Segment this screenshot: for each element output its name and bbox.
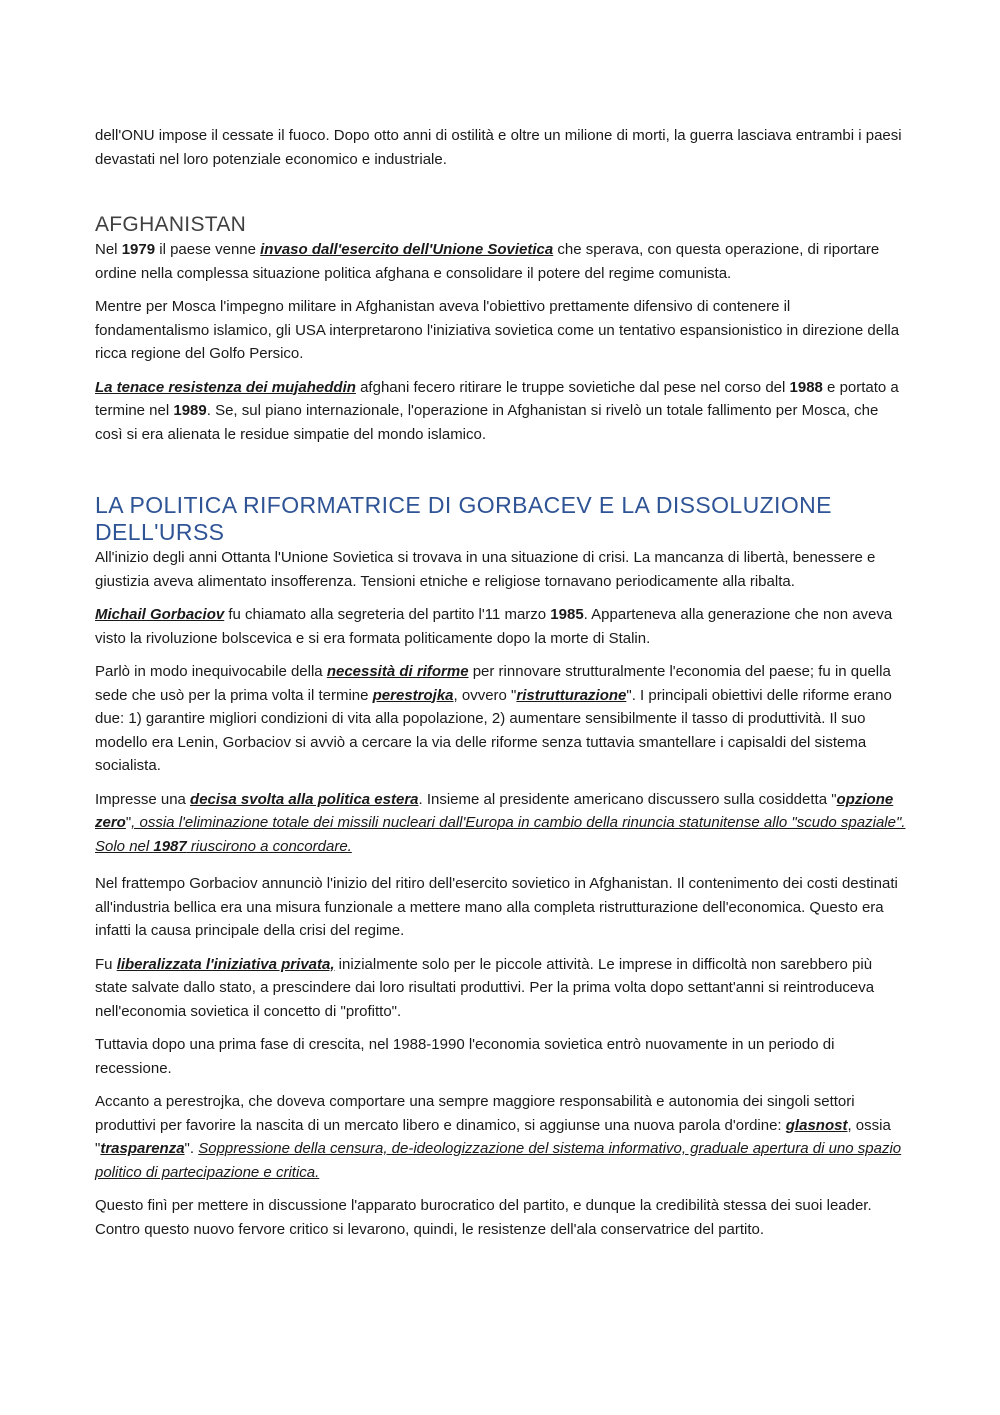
emphasis-perestrojka: perestrojka (372, 686, 454, 704)
gorbacev-paragraph-1: All'inizio degli anni Ottanta l'Unione Sovietica si trovava in una situazione di crisi. La mancanza di libertà, benessere e giustizia aveva alimentato insofferenza. Tensioni etniche e religiose tornavano periodicamente alla ribalta. (95, 549, 876, 590)
emphasis-mujaheddin: La tenace resistenza dei mujaheddin (95, 378, 356, 396)
emphasis-gorbaciov: Michail Gorbaciov (95, 606, 225, 623)
afghanistan-paragraph-3: La tenace resistenza dei mujaheddin afghani fecero ritirare le truppe sovietiche dal pese nel corso del 1988 e portato a termine nel 1989. Se, sul piano internazionale, l'operazione in Afghanistan si rivelò un totale fallimento per Mosca, che così si era alienata le residue simpatie del mondo islamico. (95, 378, 899, 443)
gorbacev-paragraph-2: Michail Gorbaciov fu chiamato alla segreteria del partito l'11 marzo 1985. Apparteneva alla generazione che non aveva visto la rivoluzione bolscevica e si era formata politicamente dopo la morte di Stalin. (95, 606, 893, 647)
emphasis-riforme: necessità di riforme (326, 663, 469, 680)
gorbacev-paragraph-4: Impresse una decisa svolta alla politica estera. Insieme al presidente americano discussero sulla cosiddetta "opzione zero", ossia l'eliminazione totale dei missili nucleari dall'Europa in cambio della rinuncia statunitense allo "scudo spaziale". Solo nel 1987 riuscirono a concordare. (95, 790, 906, 855)
gorbacev-paragraph-9: Questo finì per mettere in discussione l'apparato burocratico del partito, e dunque la credibilità stessa dei suoi leader. Contro questo nuovo fervore critico si levarono, quindi, le resistenze dell'ala conservatrice del partito. (95, 1197, 872, 1238)
emphasis-trasparenza: trasparenza (100, 1140, 185, 1157)
emphasis-opzione-zero: opzione zero (95, 790, 894, 831)
emphasis-liberalizzata: liberalizzata l'iniziativa privata, (116, 955, 335, 973)
heading-gorbacev: LA POLITICA RIFORMATRICE DI GORBACEV E LA DISSOLUZIONE DELL'URSS (95, 492, 832, 545)
heading-afghanistan: AFGHANISTAN (95, 213, 247, 236)
emphasis-politica-estera: decisa svolta alla politica estera (190, 790, 419, 808)
afghanistan-paragraph-1: Nel 1979 il paese venne invaso dall'esercito dell'Unione Sovietica che sperava, con questa operazione, di riportare ordine nella complessa situazione politica afghana e consolidare il potere del regime comunista. (95, 241, 880, 282)
afghanistan-paragraph-2: Mentre per Mosca l'impegno militare in Afghanistan aveva l'obiettivo prettamente difensivo di contenere il fondamentalismo islamico, gli USA interpretarono l'iniziativa sovietica come un tentativo espansionistico in direzione della ricca regione del Golfo Persico. (95, 298, 900, 362)
gorbacev-paragraph-6: Fu liberalizzata l'iniziativa privata, inizialmente solo per le piccole attività. Le imprese in difficoltà non sarebbero più state salvate dallo stato, a prescindere dai loro risultati produttivi. Per la prima volta dopo settant'anni si reintroduceva nell'economia sovietica il concetto di "profitto". (95, 955, 875, 1020)
emphasis-glasnost: glasnost (785, 1116, 848, 1134)
gorbacev-paragraph-8: Accanto a perestrojka, che doveva comportare una sempre maggiore responsabilità e autonomia dei singoli settori produttivi per favorire la nascita di un mercato libero e dinamico, si aggiunse una nuova parola d'ordine: glasnost, ossia "trasparenza". Soppressione della censura, de-ideologizzazione del sistema informativo, graduale apertura di uno spazio politico di partecipazione e critica. (95, 1093, 902, 1181)
gorbacev-paragraph-3: Parlò in modo inequivocabile della necessità di riforme per rinnovare strutturalmente l'economia del paese; fu in quella sede che usò per la prima volta il termine perestrojka, ovvero "ristrutturazione". I principali obiettivi delle riforme erano due: 1) garantire migliori condizioni di vita alla popolazione, 2) aumentare sensibilmente il tasso di produttività. Il suo modello era Lenin, Gorbaciov si avviò a cercare la via delle riforme senza tuttavia smantellare i capisaldi del sistema socialista. (95, 663, 892, 774)
intro-paragraph: dell'ONU impose il cessate il fuoco. Dopo otto anni di ostilità e oltre un milione di morti, la guerra lasciava entrambi i paesi devastati nel loro potenziale economico e industriale. (95, 127, 902, 168)
emphasis-ristrutturazione: ristrutturazione (516, 686, 627, 704)
gorbacev-paragraph-7: Tuttavia dopo una prima fase di crescita, nel 1988-1990 l'economia sovietica entrò nuovamente in un periodo di recessione. (95, 1036, 835, 1077)
emphasis-invasion: invaso dall'esercito dell'Unione Sovietica (260, 241, 554, 258)
gorbacev-paragraph-5: Nel frattempo Gorbaciov annunciò l'inizio del ritiro dell'esercito sovietico in Afghanistan. Il contenimento dei costi destinati all'industria bellica era una misura funzionale a mettere mano alla completa ristrutturazione dell'economica. Questo era infatti la causa principale della crisi del regime. (95, 875, 898, 939)
document-content (95, 124, 907, 1251)
